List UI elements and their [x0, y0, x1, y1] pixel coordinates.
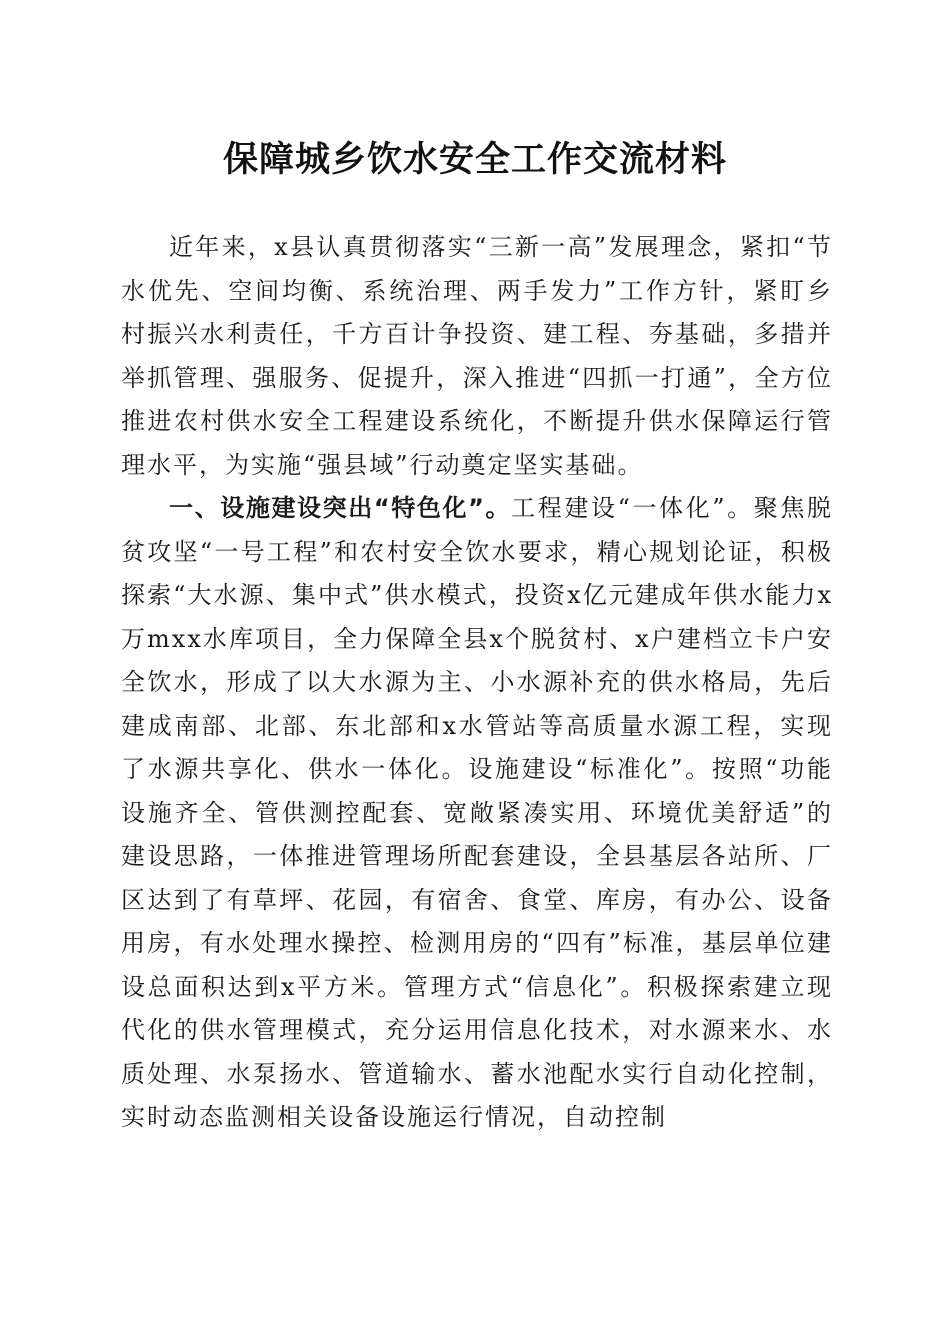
section-one-heading: 一、设施建设突出“特色化”。 — [169, 494, 512, 522]
document-title: 保障城乡饮水安全工作交流材料 — [222, 139, 727, 180]
section-one-paragraph — [121, 487, 833, 1140]
paragraph-text: 工程建设“一体化”。聚焦脱贫攻坚“一号工程”和农村安全饮水要求，精心规划论证，积极探索“大水源、集中式”供水模式，投资x亿元建成年供水能力x万mxx水库项目，全力保障全县x个脱贫村、x户建档立卡户安全饮水，形成了以大水源为主、小水源补充的供水格局，先后建成南部、北部、东北部和x水管站等高质量水源工程，实现了水源共享化、供水一体化。设施建设“标准化”。按照“功能设施齐全、管供测控配套、宽敞紧凑实用、环境优美舒适”的建设思路，一体推进管理场所配套建设，全县基层各站所、厂区达到了有草坪、花园，有宿舍、食堂、库房，有办公、设备用房，有水处理水操控、检测用房的“四有”标准，基层单位建设总面积达到x平方米。管理方式“信息化”。积极探索建立现代化的供水管理模式，充分运用信息化技术，对水源来水、水质处理、水泵扬水、管道输水、蓄水池配水实行自动化控制，实时动态监测相关设备设施运行情况，自动控制 — [121, 494, 834, 1131]
paragraph-text: 近年来，x县认真贯彻落实“三新一高”发展理念，紧扣“节水优先、空间均衡、系统治理、两手发力”工作方针，紧盯乡村振兴水利责任，千方百计争投资、建工程、夯基础，多措并举抓管理、强服务、促提升，深入推进“四抓一打通”，全方位推进农村供水安全工程建设系统化，不断提升供水保障运行管理水平，为实施“强县域”行动奠定坚实基础。 — [121, 233, 833, 479]
document-body — [121, 226, 833, 1140]
intro-paragraph — [121, 226, 833, 487]
